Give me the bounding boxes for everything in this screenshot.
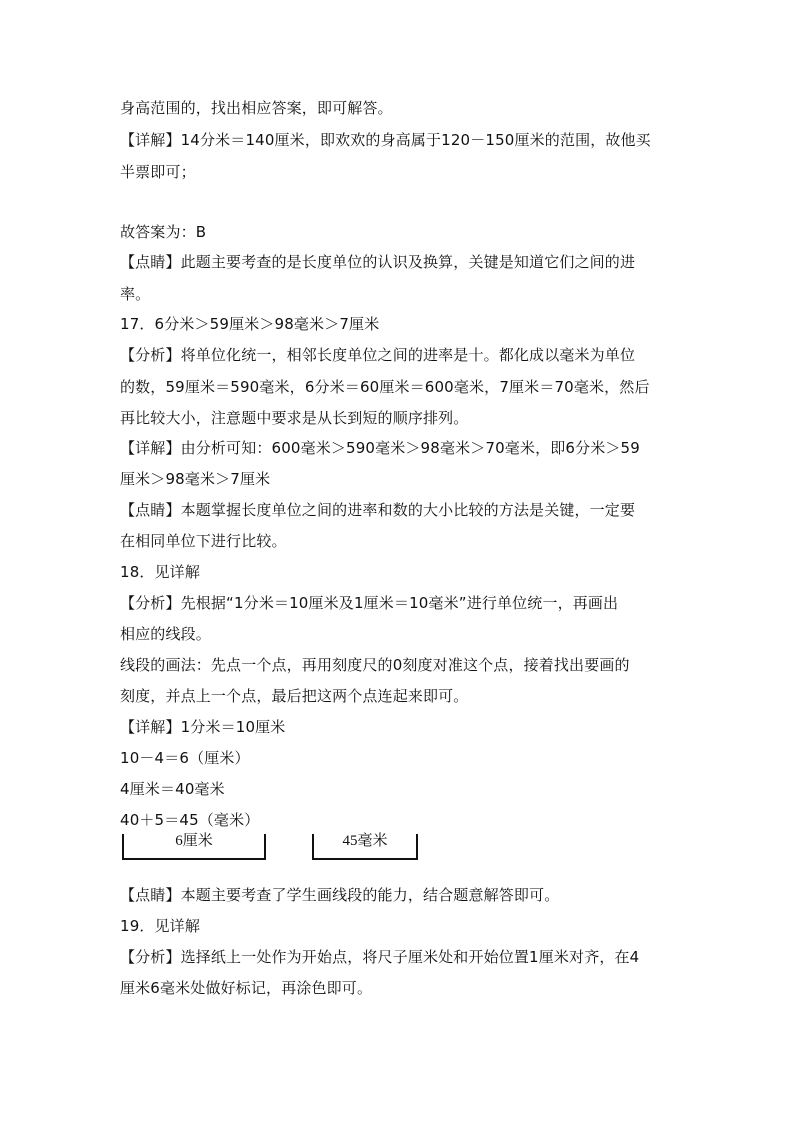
text-line: 厘米＞98毫米＞7厘米 [120, 470, 271, 488]
text-line: 40＋5＝45（毫米） [120, 811, 260, 829]
text-line: 故答案为：B [120, 223, 207, 241]
text-line: 线段的画法：先点一个点，再用刻度尺的0刻度对准这个点，接着找出要画的 [120, 656, 630, 674]
text-line: 【分析】先根据“1分米＝10厘米及1厘米＝10毫米”进行单位统一，再画出 [120, 594, 619, 612]
segment-label: 6厘米 [175, 833, 213, 849]
text-line: 的数，59厘米＝590毫米，6分米＝60厘米＝600毫米，7厘米＝70毫米，然后 [120, 378, 650, 396]
segment-label: 45毫米 [342, 833, 388, 849]
text-line: 19．见详解 [120, 917, 200, 935]
text-line: 在相同单位下进行比较。 [120, 532, 287, 550]
text-line: 【详解】由分析可知：600毫米＞590毫米＞98毫米＞70毫米，即6分米＞59 [120, 439, 640, 457]
line-segment-6cm [122, 834, 266, 860]
text-line: 10－4＝6（厘米） [120, 749, 250, 767]
text-line: 【点睛】本题主要考查了学生画线段的能力，结合题意解答即可。 [120, 886, 560, 904]
text-line: 【点睛】本题掌握长度单位之间的进率和数的大小比较的方法是关键，一定要 [120, 501, 636, 519]
line-segment-45mm [312, 834, 418, 860]
text-line: 4厘米＝40毫米 [120, 780, 225, 798]
text-line: 厘米6毫米处做好标记，再涂色即可。 [120, 979, 373, 997]
text-line: 【分析】选择纸上一处作为开始点，将尺子厘米处和开始位置1厘米对齐，在4 [120, 948, 640, 966]
text-line: 身高范围的，找出相应答案，即可解答。 [120, 99, 393, 117]
text-line: 半票即可； [120, 163, 196, 181]
text-line: 【详解】1分米＝10厘米 [120, 718, 286, 736]
text-line: 相应的线段。 [120, 625, 211, 643]
text-line: 17．6分米＞59厘米＞98毫米＞7厘米 [120, 315, 380, 333]
text-line: 刻度，并点上一个点，最后把这两个点连起来即可。 [120, 687, 469, 705]
text-line: 率。 [120, 285, 151, 303]
text-line: 【分析】将单位化统一，相邻长度单位之间的进率是十。都化成以毫米为单位 [120, 346, 636, 364]
text-line: 【点睛】此题主要考查的是长度单位的认识及换算，关键是知道它们之间的进 [120, 253, 636, 271]
text-line: 【详解】14分米＝140厘米，即欢欢的身高属于120－150厘米的范围，故他买 [120, 131, 651, 149]
text-line: 再比较大小，注意题中要求是从长到短的顺序排列。 [120, 409, 469, 427]
text-line: 18．见详解 [120, 563, 200, 581]
